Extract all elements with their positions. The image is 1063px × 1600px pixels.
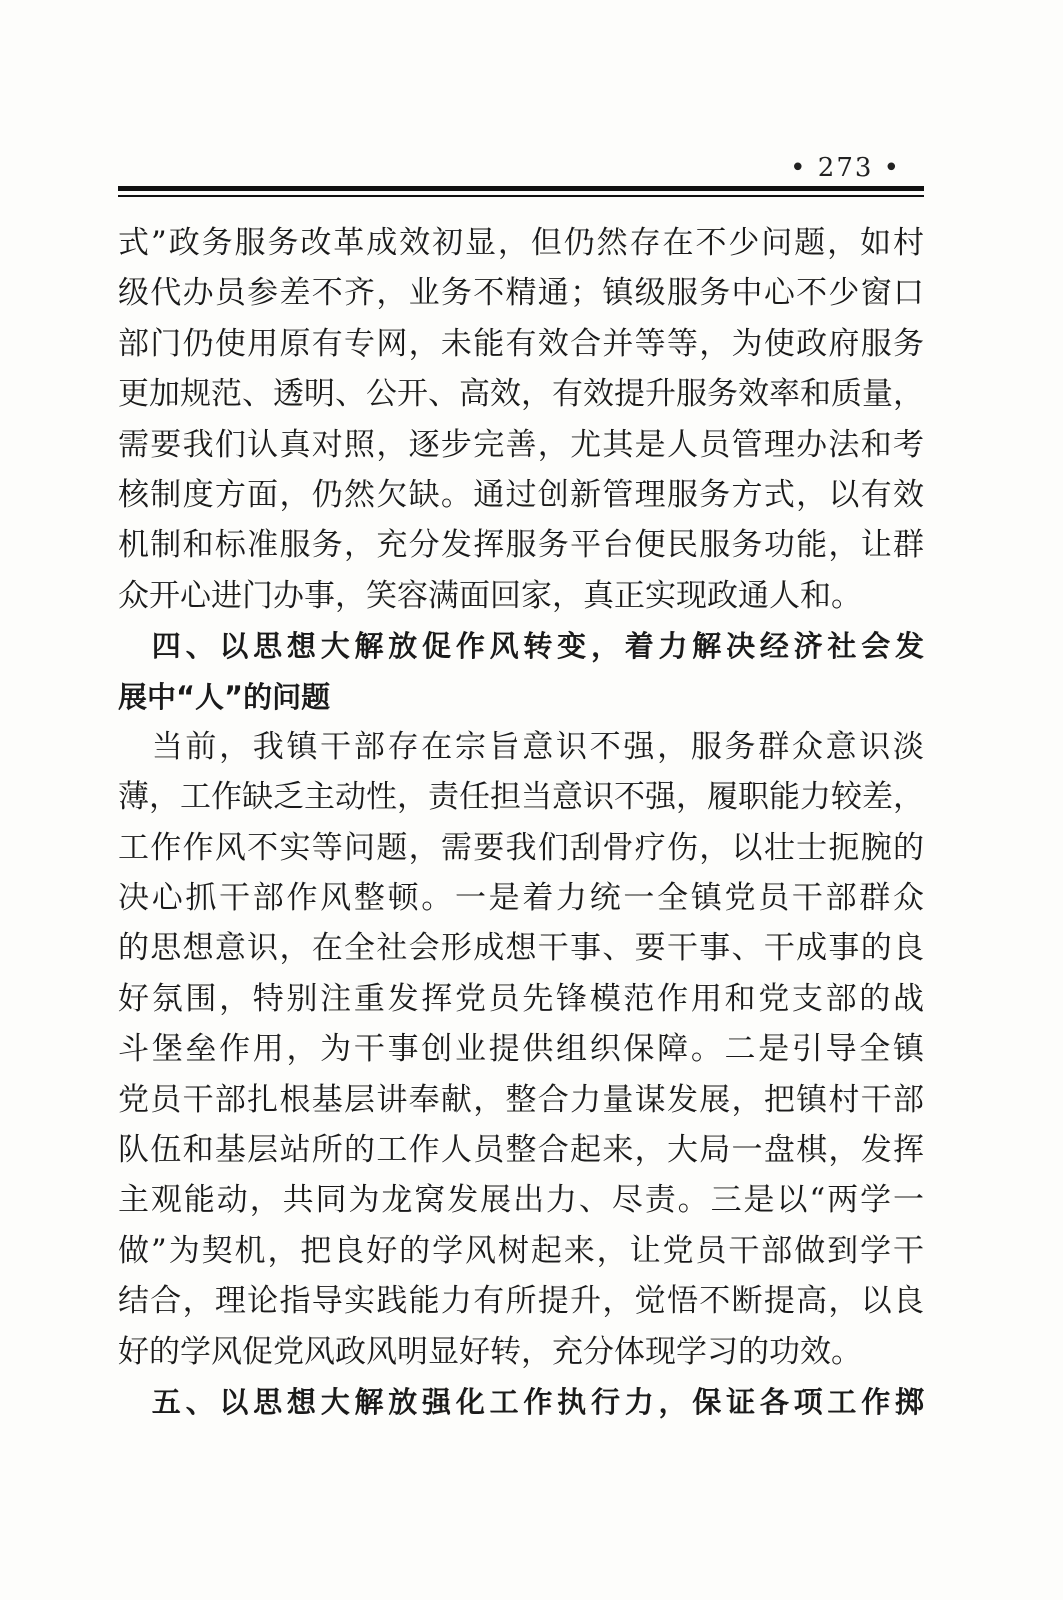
text-line: 结合，理论指导实践能力有所提升，觉悟不断提高，以良 xyxy=(118,1283,924,1320)
text-line: 决心抓干部作风整顿。一是着力统一全镇党员干部群众 xyxy=(118,880,924,917)
section-heading-line: 展中“人”的问题 xyxy=(118,679,331,714)
text-line: 斗堡垒作用，为干事创业提供组织保障。二是引导全镇 xyxy=(118,1031,924,1068)
header-rule-thick xyxy=(118,186,924,191)
page-number: • 273 • xyxy=(790,153,901,183)
text-line: 党员干部扎根基层讲奉献，整合力量谋发展，把镇村干部 xyxy=(118,1081,924,1118)
text-line: 好的学风促党风政风明显好转，充分体现学习的功效。 xyxy=(118,1333,862,1370)
text-line: 工作作风不实等问题，需要我们刮骨疗伤，以壮士扼腕的 xyxy=(118,829,924,866)
text-line: 机制和标准服务，充分发挥服务平台便民服务功能，让群 xyxy=(118,527,924,564)
text-line: 薄，工作缺乏主动性，责任担当意识不强，履职能力较差， xyxy=(118,779,924,816)
text-line: 的思想意识，在全社会形成想干事、要干事、干成事的良 xyxy=(118,930,924,967)
text-line: 当前，我镇干部存在宗旨意识不强，服务群众意识淡 xyxy=(118,728,924,765)
body-text xyxy=(118,218,924,1427)
text-line: 级代办员参差不齐，业务不精通；镇级服务中心不少窗口 xyxy=(118,275,924,312)
text-line: 好氛围，特别注重发挥党员先锋模范作用和党支部的战 xyxy=(118,980,924,1017)
section-heading-line: 四、以思想大解放促作风转变，着力解决经济社会发 xyxy=(118,629,924,664)
text-line: 主观能动，共同为龙窝发展出力、尽责。三是以“两学一 xyxy=(118,1182,924,1219)
text-line: 部门仍使用原有专网，未能有效合并等等，为使政府服务 xyxy=(118,325,924,362)
text-line: 需要我们认真对照，逐步完善，尤其是人员管理办法和考 xyxy=(118,426,924,463)
text-line: 核制度方面，仍然欠缺。通过创新管理服务方式，以有效 xyxy=(118,476,924,513)
text-line: 众开心进门办事，笑容满面回家，真正实现政通人和。 xyxy=(118,577,862,614)
text-line: 队伍和基层站所的工作人员整合起来，大局一盘棋，发挥 xyxy=(118,1132,924,1169)
text-line: 做”为契机，把良好的学风树起来，让党员干部做到学干 xyxy=(118,1232,924,1269)
header-rule-thin xyxy=(118,195,924,197)
text-line: 更加规范、透明、公开、高效，有效提升服务效率和质量， xyxy=(118,376,924,413)
section-heading-line: 五、以思想大解放强化工作执行力，保证各项工作掷 xyxy=(118,1384,924,1419)
text-line: 式”政务服务改革成效初显，但仍然存在不少问题，如村 xyxy=(118,225,924,261)
